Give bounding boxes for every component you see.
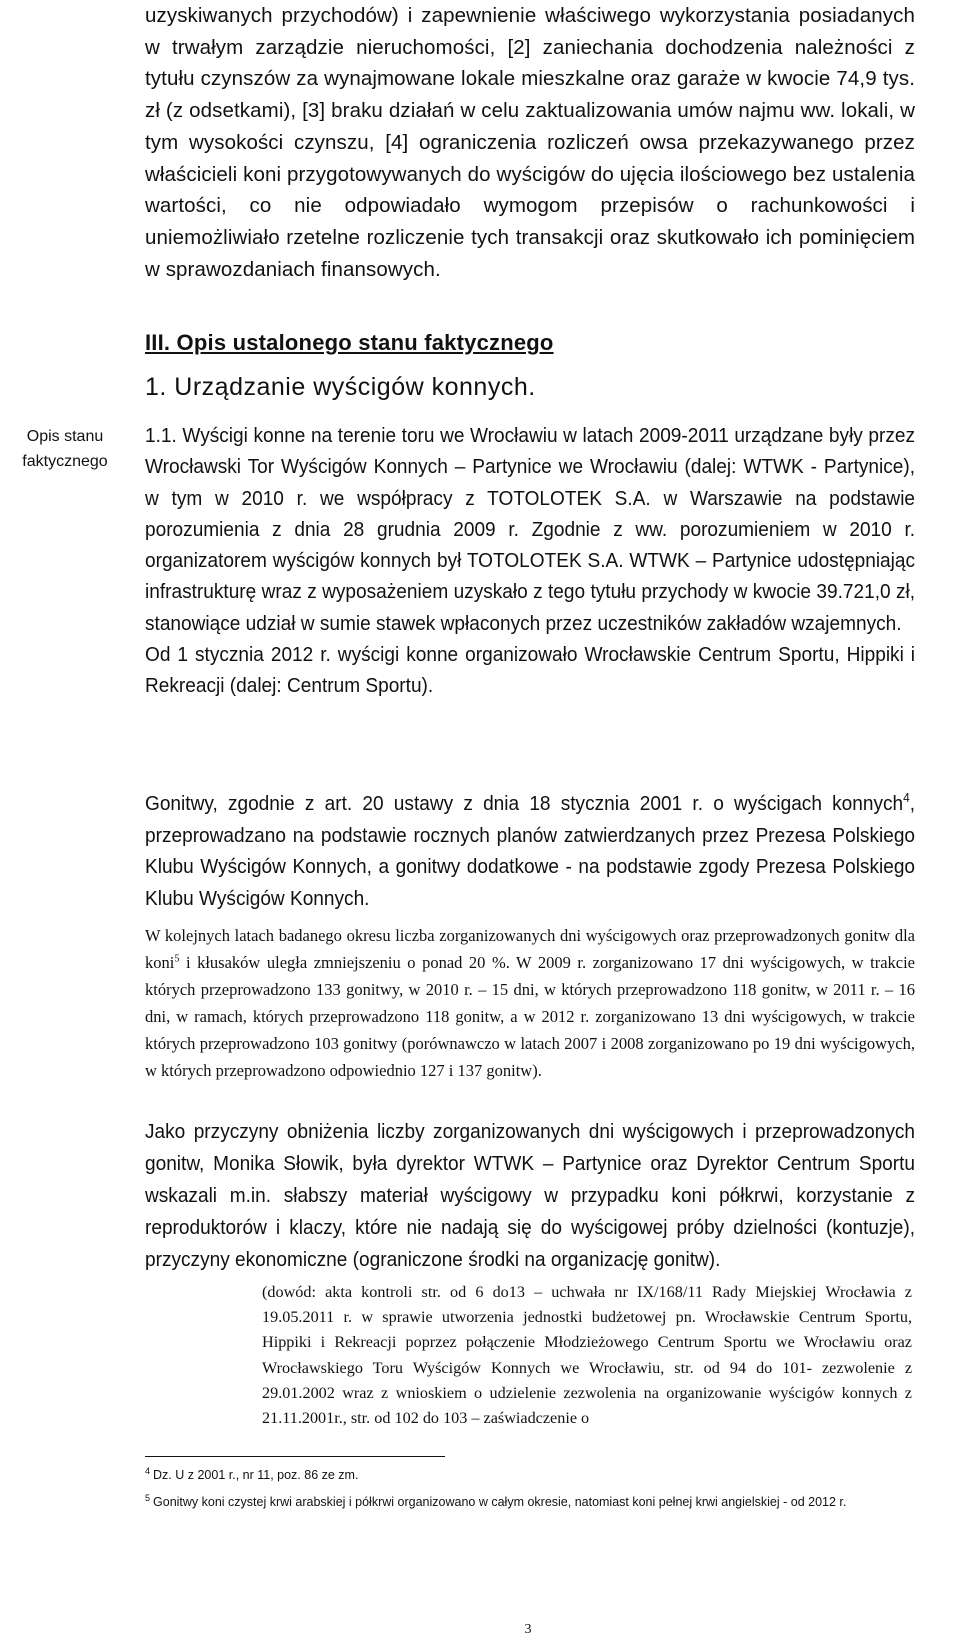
subheading: 1. Urządzanie wyścigów konnych. [145, 373, 536, 401]
paragraph-przyczyny: Jako przyczyny obniżenia liczby zorganizowanych dni wyścigowych i przeprowadzonych gonitw, Monika Słowik, była dyrektor WTWK – Partynice oraz Dyrektor Centrum Sportu wskazali m.in. słabszy materiał wyścigowy w przypadku koni półkrwi, korzystanie z reproduktorów i klaczy, które nie nadają się do wyścigowej próby dzielności (kontuzje), przyczyny ekonomiczne (ograniczone środki na organizację gonitw). [145, 1120, 916, 1271]
intro-paragraph: uzyskiwanych przychodów) i zapewnienie właściwego wykorzystania posiadanych w trwałym zarządzie nieruchomości, [2] zaniechania dochodzenia należności z tytułu czynszów za wynajmowane lokale mieszkalne oraz garaże w kwocie 74,9 tys. zł (z odsetkami), [3] braku działań w celu zaktualizowania umów najmu ww. lokali, w tym wysokości czynszu, [4] ograniczenia rozliczeń owsa przekazywanego przez właścicieli koni przygotowywanych do wyścigów do ujęcia ilościowego bez ustalenia wartości, co nie odpowiadało wymogom przepisów o rachunkowości i uniemożliwiało rzetelne rozliczenie tych transakcji oraz skutkowało ich pominięciem w sprawozdaniach finansowych. [145, 4, 915, 281]
gonitwy-text-before: Gonitwy, zgodnie z art. 20 ustawy z dnia 18 stycznia 2001 r. o wyścigach konnych [145, 792, 904, 815]
paragraph-kolejne-lata [145, 922, 915, 1084]
footnote-ref-4[interactable]: 4 [903, 790, 910, 806]
kolejne-text-after: i kłusaków uległa zmniejszeniu o ponad 20 %. W 2009 r. zorganizowano 17 dni wyścigowych, w trakcie których przeprowadzono 133 gonitwy, w 2010 r. – 15 dni, w których przeprowadzono 118 gonitw, w 2011 r. – 16 dni, w ramach, których przeprowadzono 118 gonitw, a w 2012 r. zorganizowano 13 dni wyścigowych, w trakcie których przeprowadzono 103 gonitwy (porównawczo w latach 2007 i 2008 zorganizowano po 19 dni wyścigowych, w których przeprowadzono odpowiednio 127 i 137 gonitw). [145, 953, 915, 1080]
footnote-5-mark: 5 [145, 1492, 151, 1503]
paragraph-1-1-main: 1.1. Wyścigi konne na terenie toru we Wrocławiu w latach 2009-2011 urządzane były przez Wrocławski Tor Wyścigów Konnych – Partynice we Wrocławiu (dalej: WTWK - Partynice), w tym w 2010 r. we współpracy z TOTOLOTEK S.A. w Warszawie na podstawie porozumienia z dnia 28 grudnia 2009 r. Zgodnie z ww. porozumieniem w 2010 r. organizatorem wyścigów konnych był TOTOLOTEK S.A. WTWK – Partynice udostępniając infrastrukturę wraz z wyposażeniem uzyskało z tego tytułu przychody w kwocie 39.721,0 zł, stanowiące udział w sumie stawek wpłaconych przez uczestników zakładów wzajemnych. [145, 424, 916, 635]
footnote-5 [145, 1494, 915, 1511]
kolejne-text-before: W kolejnych latach badanego okresu liczba zorganizowanych dni wyścigowych oraz przeprowadzonych gonitw dla koni [145, 926, 915, 972]
gonitwy-text-after: , przeprowadzano na podstawie rocznych planów zatwierdzanych przez Prezesa Polskiego Klubu Wyścigów Konnych, a gonitwy dodatkowe - na podstawie zgody Prezesa Polskiego Klubu Wyścigów Konnych. [145, 792, 916, 910]
paragraph-1-1 [145, 420, 915, 702]
footnote-4 [145, 1467, 358, 1484]
section-heading: III. Opis ustalonego stanu faktycznego [145, 330, 554, 355]
footnote-5-text: Gonitwy koni czystej krwi arabskiej i półkrwi organizowano w całym okresie, natomiast koni pełnej krwi angielskiej - od 2012 r. [153, 1495, 847, 1509]
page-number: 3 [524, 1622, 532, 1637]
footnote-ref-5[interactable]: 5 [174, 953, 180, 965]
footnote-4-text: Dz. U z 2001 r., nr 11, poz. 86 ze zm. [153, 1468, 359, 1482]
footnote-4-mark: 4 [145, 1465, 151, 1476]
paragraph-1-1-centrum: Od 1 stycznia 2012 r. wyścigi konne organizowało Wrocławskie Centrum Sportu, Hippiki i Rekreacji (dalej: Centrum Sportu). [145, 643, 916, 698]
footnote-separator [145, 1456, 445, 1457]
paragraph-gonitwy [145, 788, 915, 914]
evidence-note: (dowód: akta kontroli str. od 6 do13 – uchwała nr IX/168/11 Rady Miejskiej Wrocławia z 19.05.2011 r. w sprawie utworzenia jednostki budżetowej pn. Wrocławskie Centrum Sportu, Hippiki i Rekreacji poprzez połączenie Młodzieżowego Centrum Sportu we Wrocławiu oraz Wrocławskiego Toru Wyścigów Konnych we Wrocławiu, str. od 94 do 101- zezwolenie z 29.01.2002 wraz z wnioskiem o udzielenie zezwolenia na organizowanie wyścigów konnych z 21.11.2001r., str. od 102 do 103 – zaświadczenie o [262, 1283, 912, 1428]
side-margin-label: Opis stanu faktycznego [22, 428, 108, 470]
